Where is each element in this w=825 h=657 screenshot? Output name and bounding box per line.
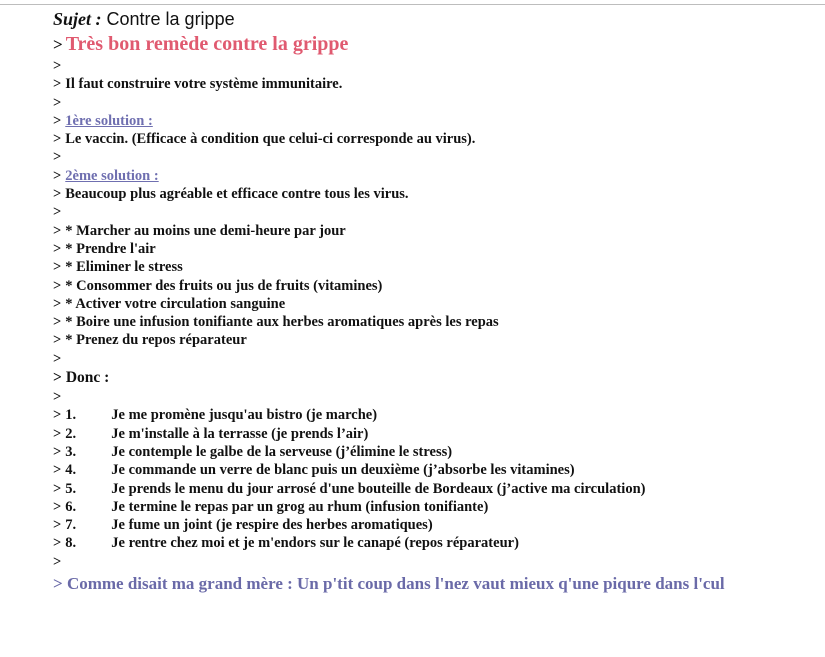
advice-item: > * Boire une infusion tonifiante aux herbes aromatiques après les repas xyxy=(53,314,499,331)
step-item: > 5. Je prends le menu du jour arrosé d'une bouteille de Bordeaux (j’active ma circulation) xyxy=(53,480,646,497)
document-title: > Très bon remède contre la grippe xyxy=(53,33,349,55)
solution2-text: > Beaucoup plus agréable et efficace contre tous les virus. xyxy=(53,186,409,203)
title-text: Très bon remède contre la grippe xyxy=(65,33,349,55)
advice-item: > * Marcher au moins une demi-heure par jour xyxy=(53,222,346,239)
advice-item: > * Prendre l'air xyxy=(53,240,156,257)
closing-quote: > Comme disait ma grand mère : Un p'tit coup dans l'nez vaut mieux q'une piqure dans l'cul xyxy=(53,574,725,594)
solution2-heading: > 2ème solution : xyxy=(53,167,159,184)
solution1-heading: > 1ère solution : xyxy=(53,112,153,129)
step-item: > 2. Je m'installe à la terrasse (je prends l’air) xyxy=(53,425,369,442)
empty-quote-line: > xyxy=(53,149,62,166)
subject-line xyxy=(53,8,818,30)
empty-quote-line: > xyxy=(53,389,62,406)
step-item: > 6. Je termine le repas par un grog au rhum (infusion tonifiante) xyxy=(53,498,489,515)
email-document xyxy=(53,8,818,595)
subject-text: Contre la grippe xyxy=(101,9,235,29)
empty-quote-line: > xyxy=(53,94,62,111)
solution1-text: > Le vaccin. (Efficace à condition que celui-ci corresponde au virus). xyxy=(53,131,476,148)
empty-quote-line: > xyxy=(53,350,62,367)
empty-quote-line: > xyxy=(53,204,62,221)
empty-quote-line: > xyxy=(53,553,62,570)
step-item: > 3. Je contemple le galbe de la serveuse (j’élimine le stress) xyxy=(53,443,453,460)
advice-item: > * Prenez du repos réparateur xyxy=(53,332,247,349)
advice-item: > * Eliminer le stress xyxy=(53,259,183,276)
quote-text: Comme disait ma grand mère : Un p'tit coup dans l'nez vaut mieux q'une piqure dans l'cul xyxy=(66,574,725,594)
advice-item: > * Consommer des fruits ou jus de fruits (vitamines) xyxy=(53,277,383,294)
step-item: > 8. Je rentre chez moi et je m'endors sur le canapé (repos réparateur) xyxy=(53,535,519,552)
top-border xyxy=(0,4,825,5)
intro-line: > Il faut construire votre système immunitaire. xyxy=(53,76,343,93)
step-item: > 1. Je me promène jusqu'au bistro (je marche) xyxy=(53,407,378,424)
step-item: > 4. Je commande un verre de blanc puis un deuxième (j’absorbe les vitamines) xyxy=(53,462,575,479)
step-item: > 7. Je fume un joint (je respire des herbes aromatiques) xyxy=(53,517,433,534)
advice-item: > * Activer votre circulation sanguine xyxy=(53,295,286,312)
donc-line: > Donc : xyxy=(53,369,110,387)
empty-quote-line: > xyxy=(53,58,62,74)
subject-label: Sujet : xyxy=(53,9,102,29)
